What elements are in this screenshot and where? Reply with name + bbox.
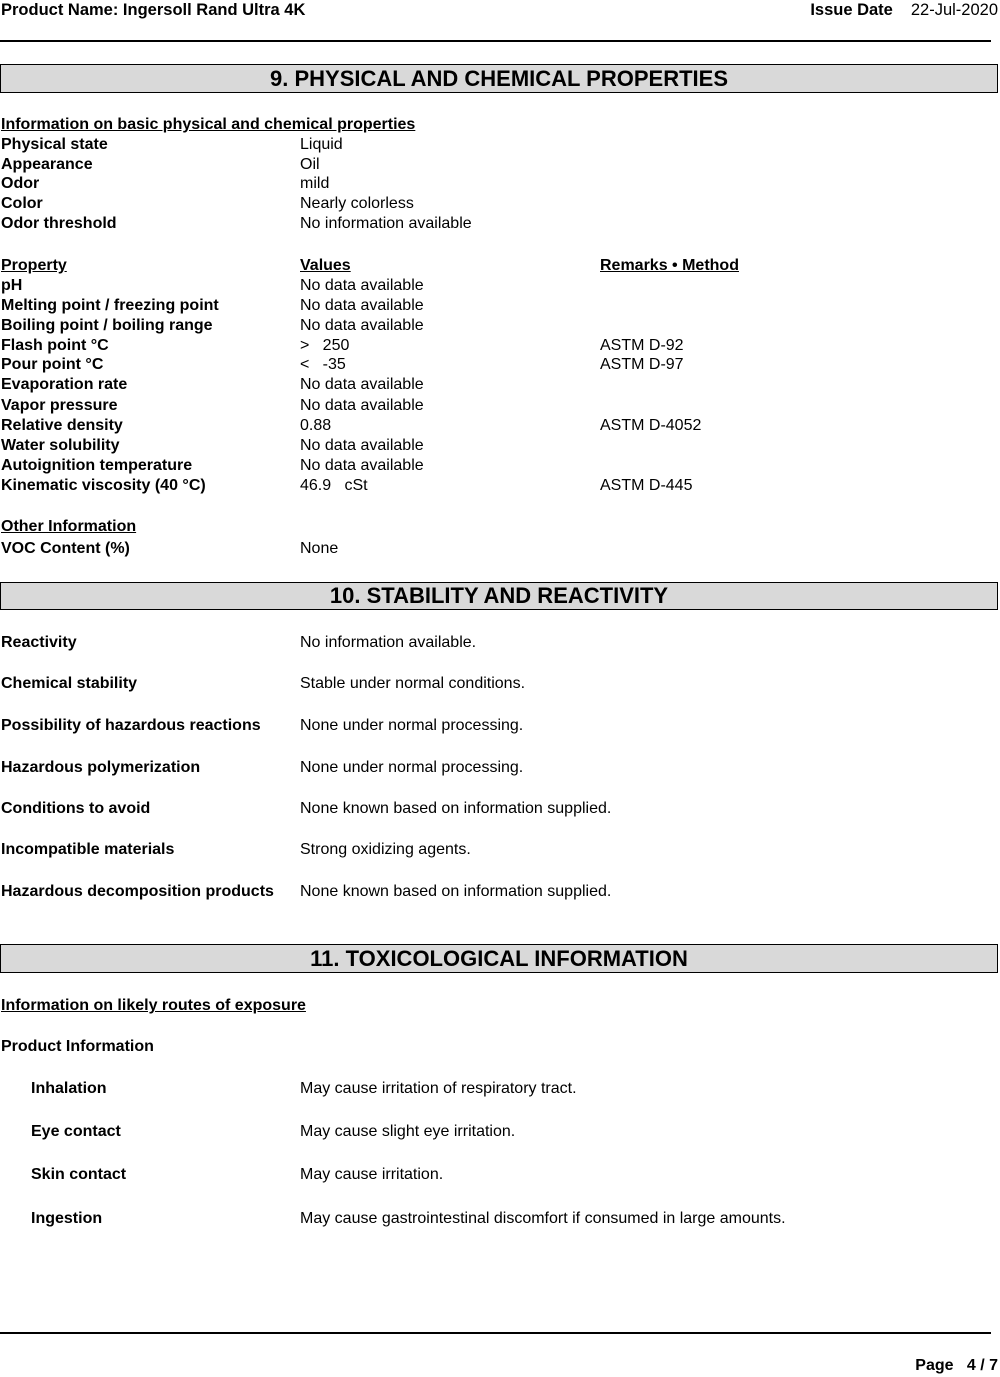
stability-row: Reactivity No information available. bbox=[1, 634, 477, 651]
basic-row: Color Nearly colorless bbox=[1, 195, 414, 212]
product-name: Product Name: Ingersoll Rand Ultra 4K bbox=[1, 1, 306, 19]
routes-heading: Information on likely routes of exposure bbox=[1, 997, 306, 1014]
section-10-title: 10. STABILITY AND REACTIVITY bbox=[0, 582, 998, 610]
stability-row: Hazardous polymerization None under normal processing. bbox=[1, 759, 524, 776]
exposure-row: Inhalation May cause irritation of respiratory tract. bbox=[31, 1080, 577, 1097]
property-row: Pour point °C < -35 ASTM D-97 bbox=[1, 356, 684, 373]
property-row: Water solubility No data available bbox=[1, 437, 424, 454]
property-row: Vapor pressure No data available bbox=[1, 397, 424, 414]
property-row: Flash point °C > 250 ASTM D-92 bbox=[1, 337, 684, 354]
property-row: Evaporation rate No data available bbox=[1, 376, 424, 393]
basic-row: Physical state Liquid bbox=[1, 136, 343, 153]
stability-row: Chemical stability Stable under normal conditions. bbox=[1, 675, 526, 692]
col-remarks-method: Remarks • Method bbox=[600, 257, 739, 274]
section-11-title: 11. TOXICOLOGICAL INFORMATION bbox=[0, 944, 998, 973]
property-row: Autoignition temperature No data available bbox=[1, 457, 424, 474]
product-information-heading: Product Information bbox=[1, 1038, 154, 1055]
page-number: 4 / 7 bbox=[966, 1357, 998, 1374]
property-row: pH No data available bbox=[1, 277, 424, 294]
basic-row: Odor mild bbox=[1, 175, 330, 192]
page-label: Page bbox=[915, 1357, 954, 1374]
property-row: Boiling point / boiling range No data available bbox=[1, 317, 424, 334]
property-row: Kinematic viscosity (40 °C) 46.9 cSt ASTM D-445 bbox=[1, 477, 693, 494]
footer-divider bbox=[0, 1332, 991, 1334]
stability-row: Possibility of hazardous reactions None under normal processing. bbox=[1, 717, 524, 734]
property-row: Melting point / freezing point No data available bbox=[1, 297, 424, 314]
basic-row: Appearance Oil bbox=[1, 156, 320, 173]
stability-row: Hazardous decomposition products None known based on information supplied. bbox=[1, 883, 612, 900]
issue-date bbox=[810, 1, 998, 20]
col-values: Values bbox=[300, 257, 351, 274]
stability-row: Conditions to avoid None known based on information supplied. bbox=[1, 800, 612, 817]
stability-row: Incompatible materials Strong oxidizing agents. bbox=[1, 841, 471, 858]
header-divider bbox=[0, 40, 991, 42]
property-table-header bbox=[0, 257, 1000, 277]
voc-row: VOC Content (%) None bbox=[1, 540, 339, 557]
issue-date-label: Issue Date bbox=[810, 1, 893, 19]
issue-date-value: 22-Jul-2020 bbox=[910, 1, 998, 19]
page-indicator bbox=[915, 1357, 998, 1375]
exposure-row: Skin contact May cause irritation. bbox=[31, 1166, 444, 1183]
col-property: Property bbox=[1, 257, 67, 274]
property-row: Relative density 0.88 ASTM D-4052 bbox=[1, 417, 702, 434]
other-information-heading: Other Information bbox=[1, 518, 137, 535]
exposure-row: Eye contact May cause slight eye irritation. bbox=[31, 1123, 516, 1140]
section-9-title: 9. PHYSICAL AND CHEMICAL PROPERTIES bbox=[0, 64, 998, 93]
exposure-row: Ingestion May cause gastrointestinal discomfort if consumed in large amounts. bbox=[31, 1210, 786, 1227]
basic-properties-heading: Information on basic physical and chemical properties bbox=[1, 116, 416, 133]
basic-row: Odor threshold No information available bbox=[1, 215, 472, 232]
